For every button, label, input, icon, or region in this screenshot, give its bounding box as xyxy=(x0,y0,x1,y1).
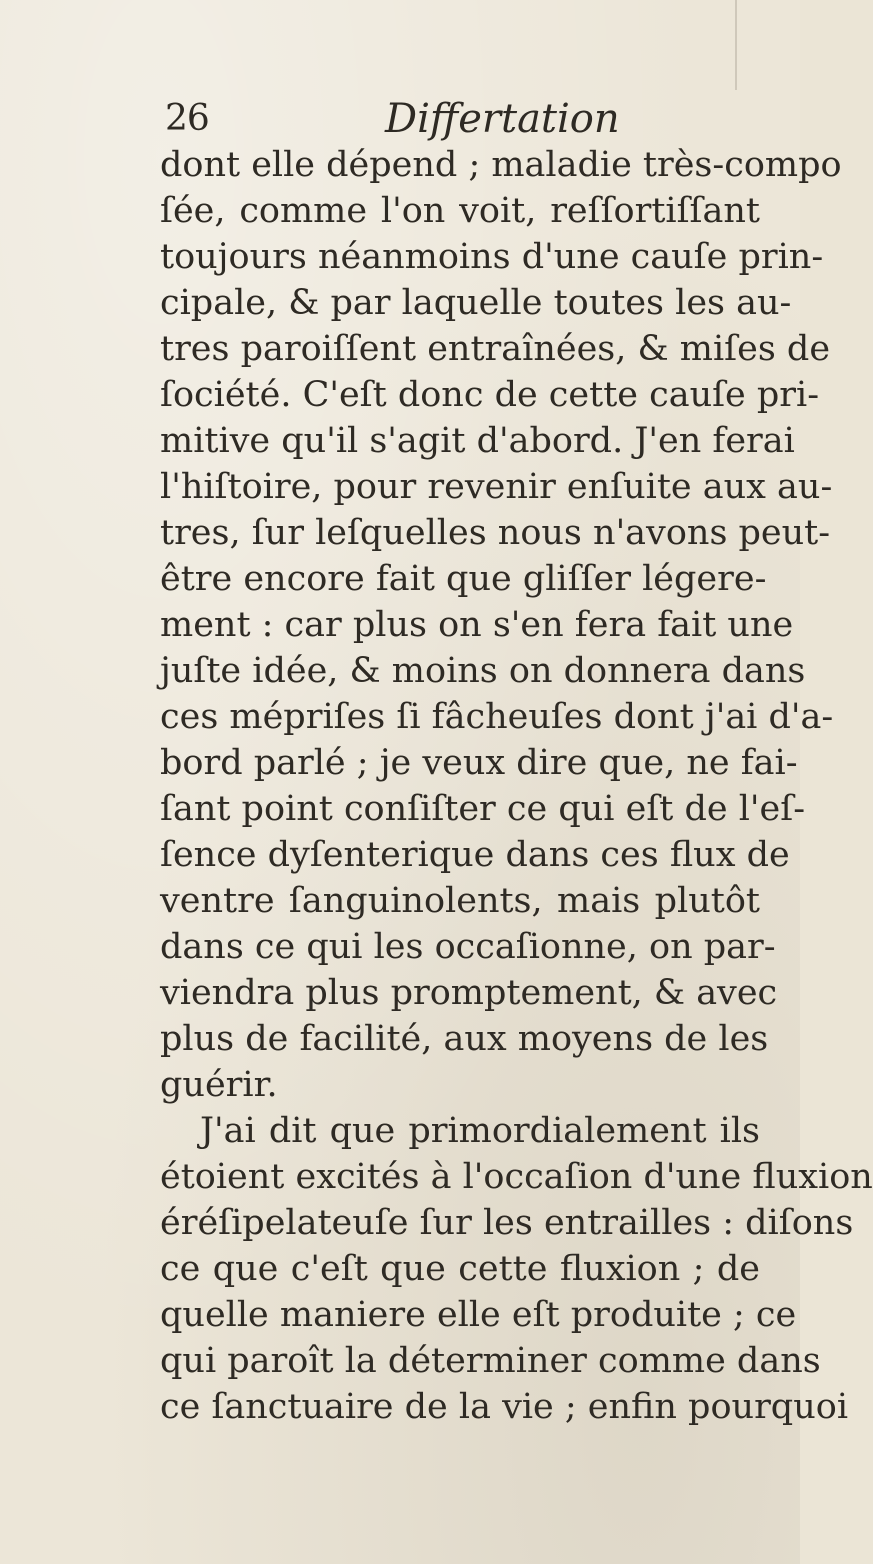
text-line: mitive qu'il s'agit d'abord. J'en ferai xyxy=(160,421,795,461)
text-line: tres, ſur leſquelles nous n'avons peut- xyxy=(160,513,831,553)
text-line: ſence dyſenterique dans ces flux de xyxy=(160,835,790,875)
page-crease xyxy=(735,0,737,90)
body-text xyxy=(160,142,873,1430)
text-line: guérir. xyxy=(160,1065,278,1105)
text-line: juſte idée, & moins on donnera dans xyxy=(160,651,806,691)
text-line: ſée, comme l'on voit, reſſortiſſant xyxy=(160,191,760,231)
text-line: ſant point conſiſter ce qui eſt de l'eſ- xyxy=(160,789,806,829)
text-line: cipale, & par laquelle toutes les au- xyxy=(160,283,792,323)
text-line: ces mépriſes ſi fâcheuſes dont j'ai d'a- xyxy=(160,697,834,737)
page-header xyxy=(165,96,725,144)
text-line: tres paroiſſent entraînées, & miſes de xyxy=(160,329,831,369)
text-line: ſociété. C'eſt donc de cette cauſe pri- xyxy=(160,375,820,415)
text-line: qui paroît la déterminer comme dans xyxy=(160,1341,821,1381)
text-line: J'ai dit que primordialement ils xyxy=(200,1111,760,1151)
text-line: l'hiſtoire, pour revenir enſuite aux au- xyxy=(160,467,833,507)
text-line: ce que c'eſt que cette fluxion ; de xyxy=(160,1249,760,1289)
text-line: toujours néanmoins d'une cauſe prin- xyxy=(160,237,824,277)
text-line: ventre ſanguinolents, mais plutôt xyxy=(160,881,760,921)
text-line: ce ſanctuaire de la vie ; enfin pourquoi xyxy=(160,1387,849,1427)
text-line: bord parlé ; je veux dire que, ne fai- xyxy=(160,743,798,783)
text-line: quelle maniere elle eſt produite ; ce xyxy=(160,1295,797,1335)
text-line: viendra plus promptement, & avec xyxy=(160,973,778,1013)
page-number: 26 xyxy=(165,98,209,139)
text-line: dont elle dépend ; maladie très-compo xyxy=(160,145,842,185)
text-line: ment : car plus on s'en fera fait une xyxy=(160,605,794,645)
running-title: Differtation xyxy=(385,96,620,142)
text-line: être encore fait que gliſſer légere- xyxy=(160,559,767,599)
text-line: éréſipelateuſe ſur les entrailles : diſons xyxy=(160,1203,854,1243)
text-line: étoient excités à l'occaſion d'une fluxion xyxy=(160,1157,873,1197)
text-line: dans ce qui les occaſionne, on par- xyxy=(160,927,776,967)
text-line: plus de facilité, aux moyens de les xyxy=(160,1019,769,1059)
